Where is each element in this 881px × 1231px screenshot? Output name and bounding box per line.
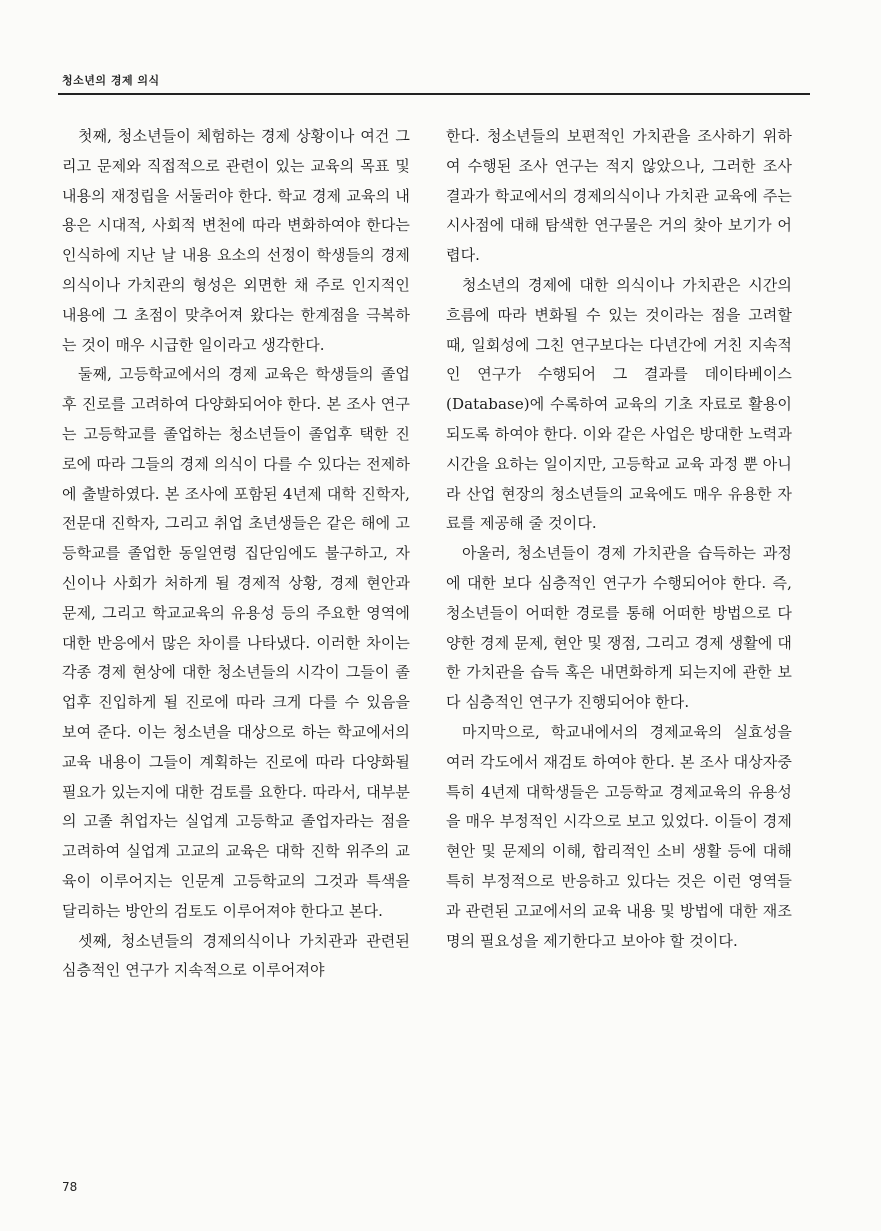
paragraph-effectiveness: 마지막으로, 학교내에서의 경제교육의 실효성을 여러 각도에서 재검토 하여야 한다. 본 조사 대상자중 특히 4년제 대학생들은 고등학교 경제교육의 유용성을 매우 부정적인 시각으로 보고 있었다. 이들이 경제 현안 및 문제의 이해, 합리적인 소비 생활 등에 대해 특히 부정적으로 반응하고 있다는 것은 이런 영역들과 관련된 고교에서의 교육 내용 및 방법에 대한 재조명의 필요성을 제기한다고 보아야 할 것이다.: [446, 722, 792, 950]
paragraph-value-acquisition: 아울러, 청소년들이 경제 가치관을 습득하는 과정에 대한 보다 심층적인 연구가 수행되어야 한다. 즉, 청소년들이 어떠한 경로를 통해 어떠한 방법으로 다양한 경제 문제, 현안 및 쟁점, 그리고 경제 생활에 대한 가치관을 습득 혹은 내면화하게 되는지에 관한 보다 심층적인 연구가 진행되어야 한다.: [446, 544, 792, 712]
header-rule: [58, 93, 810, 95]
paragraph-first: 첫째, 청소년들이 체험하는 경제 상황이나 여건 그리고 문제와 직접적으로 관련이 있는 교육의 목표 및 내용의 재정립을 서둘러야 한다. 학교 경제 교육의 내용은 시대적, 사회적 변천에 따라 변화하여야 한다는 인식하에 지난 날 내용 요소의 선정이 학생들의 경제의식이나 가치관의 형성은 외면한 채 주로 인지적인 내용에 그 초점이 맞추어져 왔다는 한계점을 극복하는 것이 매우 시급한 일이라고 생각한다.: [62, 127, 410, 354]
paragraph-third-continuation: 한다. 청소년들의 보편적인 가치관을 조사하기 위하여 수행된 조사 연구는 적지 않았으나, 그러한 조사 결과가 학교에서의 경제의식이나 가치관 교육에 주는 시사점에 대해 탐색한 연구물은 거의 찾아 보기가 어렵다.: [446, 127, 792, 265]
paragraph-database: 청소년의 경제에 대한 의식이나 가치관은 시간의 흐름에 따라 변화될 수 있는 것이라는 점을 고려할 때, 일회성에 그친 연구보다는 다년간에 거친 지속적인 연구가 수행되어 그 결과를 데이타베이스(Database)에 수록하여 교육의 기초 자료로 활용이 되도록 하여야 한다. 이와 같은 사업은 방대한 노력과 시간을 요하는 일이지만, 고등학교 교육 과정 뿐 아니라 산업 현장의 청소년들의 교육에도 매우 유용한 자료를 제공해 줄 것이다.: [446, 275, 792, 533]
running-title: 청소년의 경제 의식: [62, 74, 160, 87]
page-number: 78: [62, 1180, 78, 1194]
paragraph-third-start: 셋째, 청소년들의 경제의식이나 가치관과 관련된 심층적인 연구가 지속적으로 이루어져야: [62, 931, 410, 980]
left-column: [62, 122, 410, 986]
paragraph-second: 둘째, 고등학교에서의 경제 교육은 학생들의 졸업 후 진로를 고려하여 다양화되어야 한다. 본 조사 연구는 고등학교를 졸업하는 청소년들이 졸업후 택한 진로에 따라 그들의 경제 의식이 다를 수 있다는 전제하에 출발하였다. 본 조사에 포함된 4년제 대학 진학자, 전문대 진학자, 그리고 취업 초년생들은 같은 해에 고등학교를 졸업한 동일연령 집단임에도 불구하고, 자신이나 사회가 처하게 될 경제적 상황, 경제 현안과 문제, 그리고 학교교육의 유용성 등의 주요한 영역에 대한 반응에서 많은 차이를 나타냈다. 이러한 차이는 각종 경제 현상에 대한 청소년들의 시각이 그들이 졸업후 진입하게 될 진로에 따라 크게 다를 수 있음을 보여 준다. 이는 청소년을 대상으로 하는 학교에서의 교육 내용이 그들이 계획하는 진로에 따라 다양화될 필요가 있는지에 대한 검토를 요한다. 따라서, 대부분의 고졸 취업자는 실업계 고등학교 졸업자라는 점을 고려하여 실업계 고교의 교육은 대학 진학 위주의 교육이 이루어지는 인문계 고등학교의 그것과 특색을 달리하는 방안의 검토도 이루어져야 한다고 본다.: [62, 365, 410, 920]
right-column: [446, 122, 792, 956]
